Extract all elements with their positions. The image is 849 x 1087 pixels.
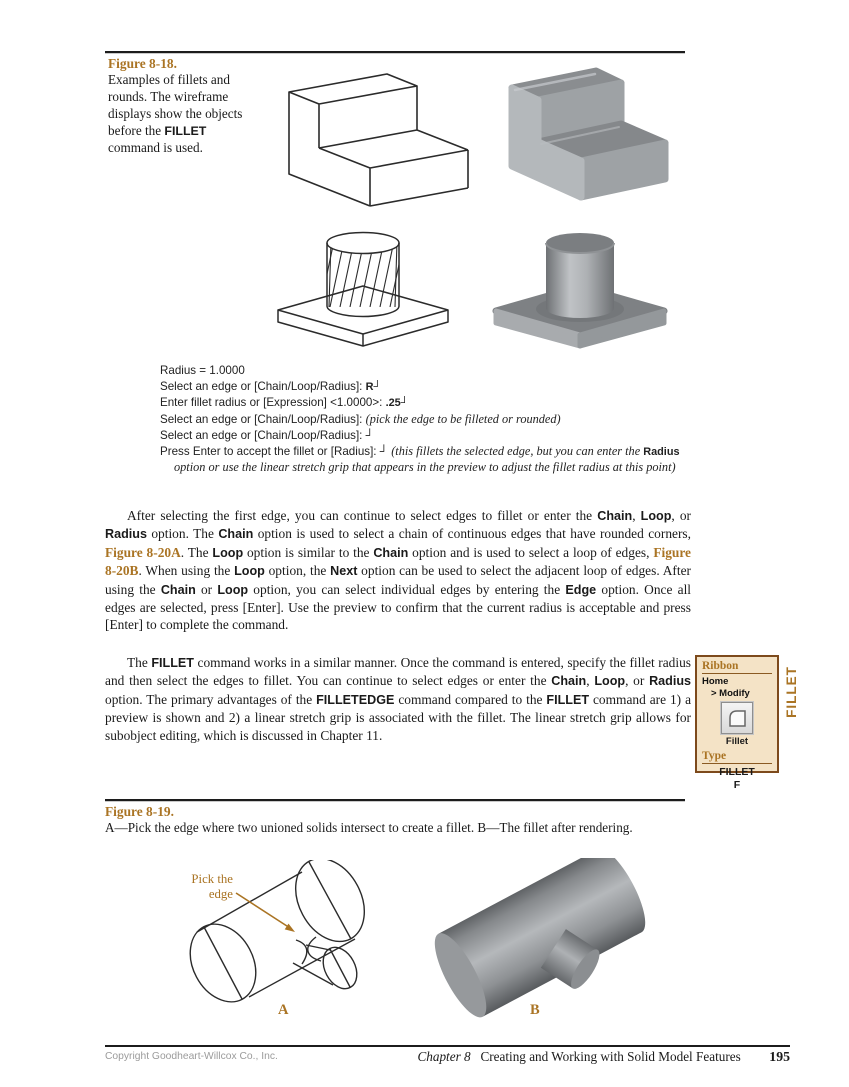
divider <box>702 673 772 674</box>
ribbon-header: Ribbon <box>702 660 739 672</box>
footer-copyright: Copyright Goodheart-Willcox Co., Inc. <box>105 1051 278 1062</box>
fillet-side-tab: FILLET <box>784 666 799 718</box>
pick-edge-arrow <box>236 893 295 932</box>
figure-b-rendered <box>425 858 705 1018</box>
command-line: Enter fillet radius or [Expression] <1.0000>: .25┘ <box>160 396 409 410</box>
rendered-step-block-figure <box>475 56 675 206</box>
wireframe-step-block-figure <box>245 58 475 218</box>
ribbon-path-home: Home <box>702 676 729 687</box>
footer-title: Creating and Working with Solid Model Features <box>480 1049 741 1064</box>
command-line: Select an edge or [Chain/Loop/Radius]: ┘ <box>160 428 374 442</box>
type-alias: F <box>733 778 741 791</box>
type-command: FILLET <box>719 766 755 778</box>
figure-label-a: A <box>278 1002 289 1018</box>
fillet-tool-label: Fillet <box>725 736 749 747</box>
command-line: Select an edge or [Chain/Loop/Radius]: R┘ <box>160 379 382 393</box>
footer-chapter: Chapter 8 <box>417 1049 471 1064</box>
wireframe-cylinder-figure <box>260 210 460 350</box>
ribbon-path-modify: > Modify <box>711 687 750 699</box>
page-number: 195 <box>769 1049 790 1064</box>
pick-edge-annotation-line1: Pick the <box>191 872 233 886</box>
pick-edge-annotation <box>175 872 233 902</box>
figure-8-18-caption: Examples of fillets and rounds. The wireframe displays show the objects before the FILLET command is used. <box>108 72 243 155</box>
fillet-tool-button <box>721 702 753 734</box>
body-paragraph-1: After selecting the first edge, you can continue to select edges to fillet or enter the Chain, Loop, or Radius option. The Chain option is used to select a chain of continuous edges that have rounded corners, Figure 8-20A. The Loop option is similar to the Chain option and is used to select a loop of edges, Figure 8-20B. When using the Loop option, the Next option can be used to select the adjacent loop of edges. After using the Chain or Loop option, you can select individual edges by entering the Edge option. Once all edges are selected, press [Enter]. Use the preview to confirm that the current radius is acceptable and press [Enter] to complete the command. <box>105 508 692 633</box>
body-paragraph-2: The FILLET command works in a similar manner. Once the command is entered, specify the fillet radius and then select the edges to fillet. You can continue to select edges or enter the Chain, Loop, or Radius option. The primary advantages of the FILLETEDGE command compared to the FILLET command are 1) a preview is shown and 2) a linear stretch grip is associated with the fillet. The linear stretch grip allows for subobject editing, which is discussed in Chapter 11. <box>105 655 692 743</box>
command-sequence <box>160 363 708 476</box>
divider <box>702 763 772 764</box>
footer-right <box>417 1049 790 1065</box>
command-line: Radius = 1.0000 <box>160 364 245 377</box>
figure-8-19-top-rule <box>105 799 685 802</box>
command-line: Press Enter to accept the fillet or [Radius]: ┘ (this fillets the selected edge, but you can enter the Radius option or use the linear stretch grip that appears in the preview to adjust the fillet radius at this point) <box>160 443 680 475</box>
figure-8-19-caption: A—Pick the edge where two unioned solids intersect to create a fillet. B—The fillet after rendering. <box>105 820 633 835</box>
pick-edge-annotation-line2: edge <box>208 887 233 901</box>
figure-8-18-caption-block <box>108 56 250 157</box>
ribbon-reference-box <box>695 655 779 791</box>
fillet-icon <box>726 707 748 729</box>
figure-label-b: B <box>530 1002 540 1018</box>
figure-8-18-top-rule <box>105 51 685 54</box>
type-header: Type <box>702 750 727 762</box>
figure-8-18-label: Figure 8-18. <box>108 56 177 71</box>
figure-8-19-label: Figure 8-19. <box>105 804 174 819</box>
rendered-cylinder-figure <box>480 205 680 355</box>
figure-8-19-caption-block <box>105 804 683 837</box>
footer-rule <box>105 1045 790 1047</box>
command-line: Select an edge or [Chain/Loop/Radius]: (pick the edge to be filleted or rounded) <box>160 412 561 427</box>
